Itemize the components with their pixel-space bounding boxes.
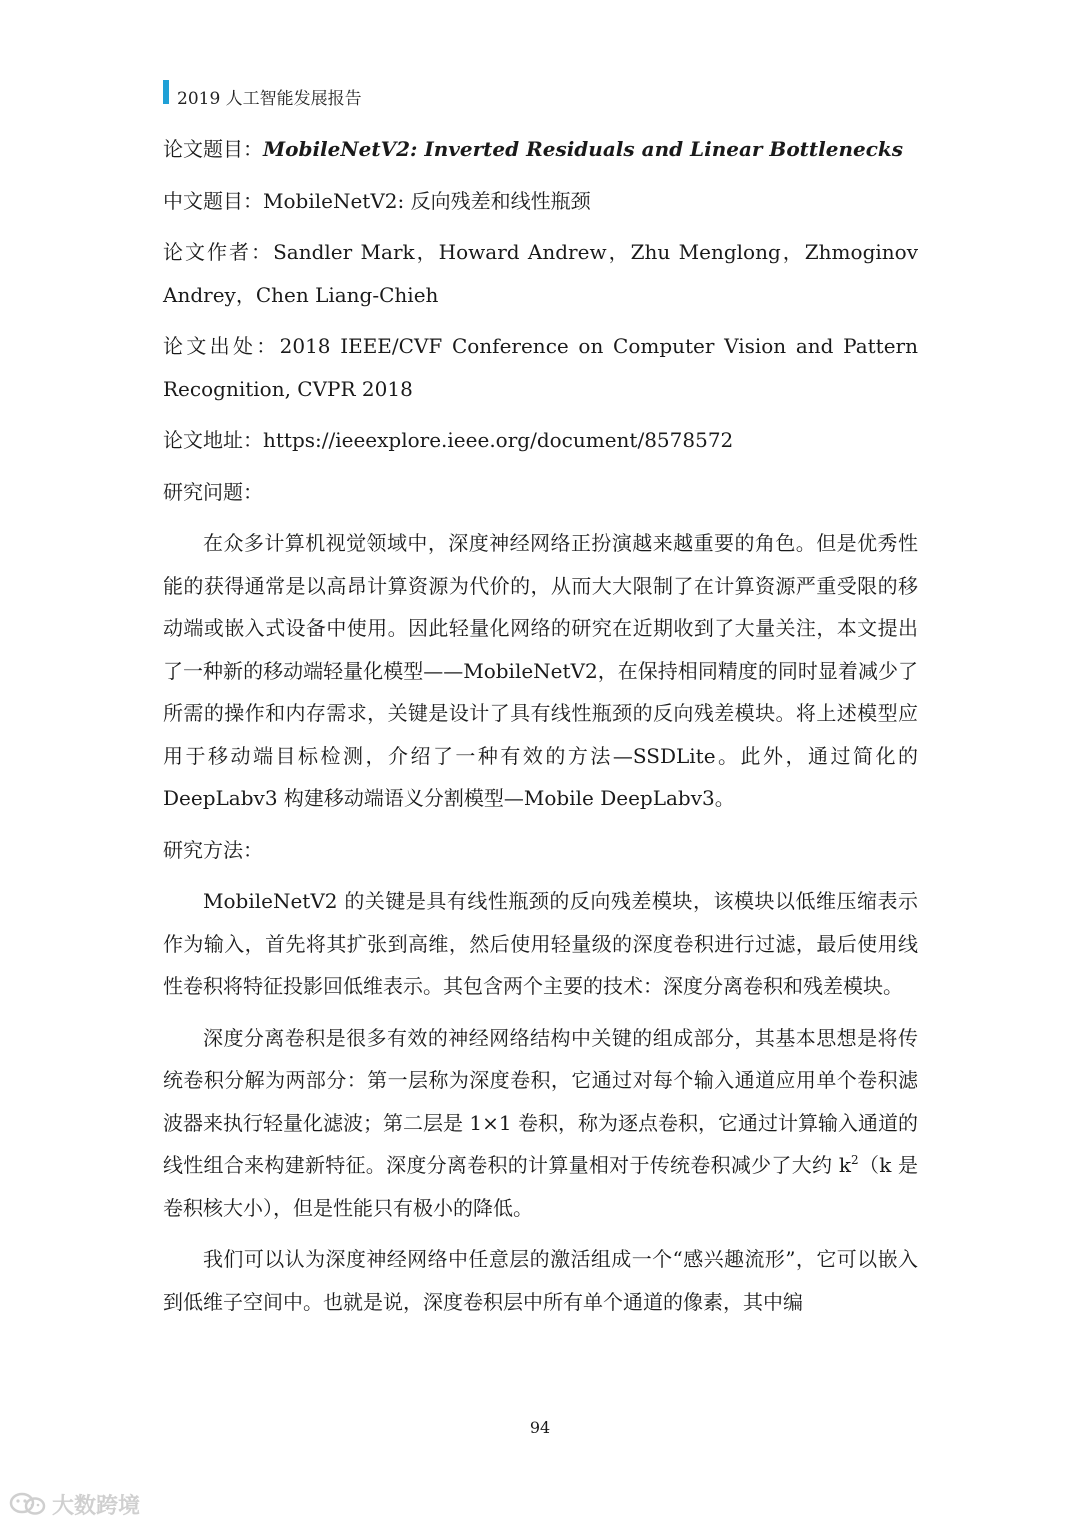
- paragraph-2-text-after: （k 是卷积核大小），但是性能只有极小的降低。: [163, 1153, 918, 1220]
- research-method-heading: 研究方法：: [163, 837, 263, 862]
- page-number: 94: [529, 1418, 551, 1437]
- chinese-title-field: [163, 180, 918, 223]
- watermark-text: 大数跨境: [52, 1493, 141, 1519]
- paper-title-label: 论文题目：: [163, 137, 263, 161]
- chinese-title-value: MobileNetV2: 反向残差和线性瓶颈: [263, 188, 591, 213]
- paper-title-field: [163, 128, 918, 171]
- url-field: [163, 419, 918, 462]
- header-accent-bar: [163, 80, 169, 104]
- watermark: [8, 1490, 140, 1518]
- chinese-title-label: 中文题目：: [163, 188, 263, 213]
- url-label: 论文地址：: [163, 428, 263, 452]
- document-body: [163, 128, 918, 1332]
- research-method-paragraph-3: 我们可以认为深度神经网络中任意层的激活组成一个“感兴趣流形”，它可以嵌入到低维子空间中。也就是说，深度卷积层中所有单个通道的像素，其中编: [163, 1247, 918, 1314]
- research-problem-heading: 研究问题：: [163, 479, 263, 504]
- header-title: 2019 人工智能发展报告: [177, 89, 362, 109]
- source-value: 2018 IEEE/CVF Conference on Computer Vision and Pattern Recognition, CVPR 2018: [163, 334, 918, 401]
- superscript-exponent: 2: [851, 1153, 859, 1167]
- wechat-like-logo-icon: [8, 1491, 48, 1517]
- source-label: 论文出处：: [163, 334, 280, 358]
- paper-title-value: MobileNetV2: Inverted Residuals and Linear Bottlenecks: [263, 137, 904, 161]
- authors-field: [163, 231, 918, 316]
- authors-label: 论文作者：: [163, 240, 274, 264]
- paragraph-2-text-before: 深度分离卷积是很多有效的神经网络结构中关键的组成部分，其基本思想是将传统卷积分解为两部分：第一层称为深度卷积，它通过对每个输入通道应用单个卷积滤波器来执行轻量化滤波；第二层是 1×1 卷积，称为逐点卷积，它通过计算输入通道的线性组合来构建新特征。深度分离卷积的计算量相对于传统卷积减少了大约 k: [163, 1025, 918, 1177]
- research-problem-paragraph: 在众多计算机视觉领域中，深度神经网络正扮演越来越重要的角色。但是优秀性能的获得通常是以高昂计算资源为代价的，从而大大限制了在计算资源严重受限的移动端或嵌入式设备中使用。因此轻量化网络的研究在近期收到了大量关注，本文提出了一种新的移动端轻量化模型——MobileNetV2，在保持相同精度的同时显着减少了所需的操作和内存需求，关键是设计了具有线性瓶颈的反向残差模块。将上述模型应用于移动端目标检测，介绍了一种有效的方法—SSDLite。此外，通过简化的 DeepLabv3 构建移动端语义分割模型—Mobile DeepLabv3。: [163, 531, 918, 810]
- research-method-paragraph-2: [163, 1017, 918, 1230]
- source-field: [163, 325, 918, 410]
- url-value: https://ieeexplore.ieee.org/document/8578572: [263, 428, 734, 452]
- research-method-paragraph-1: MobileNetV2 的关键是具有线性瓶颈的反向残差模块，该模块以低维压缩表示作为输入，首先将其扩张到高维，然后使用轻量级的深度卷积进行过滤，最后使用线性卷积将特征投影回低维表示。其包含两个主要的技术：深度分离卷积和残差模块。: [163, 889, 918, 998]
- authors-value: Sandler Mark，Howard Andrew，Zhu Menglong，Zhmoginov Andrey，Chen Liang-Chieh: [163, 240, 918, 307]
